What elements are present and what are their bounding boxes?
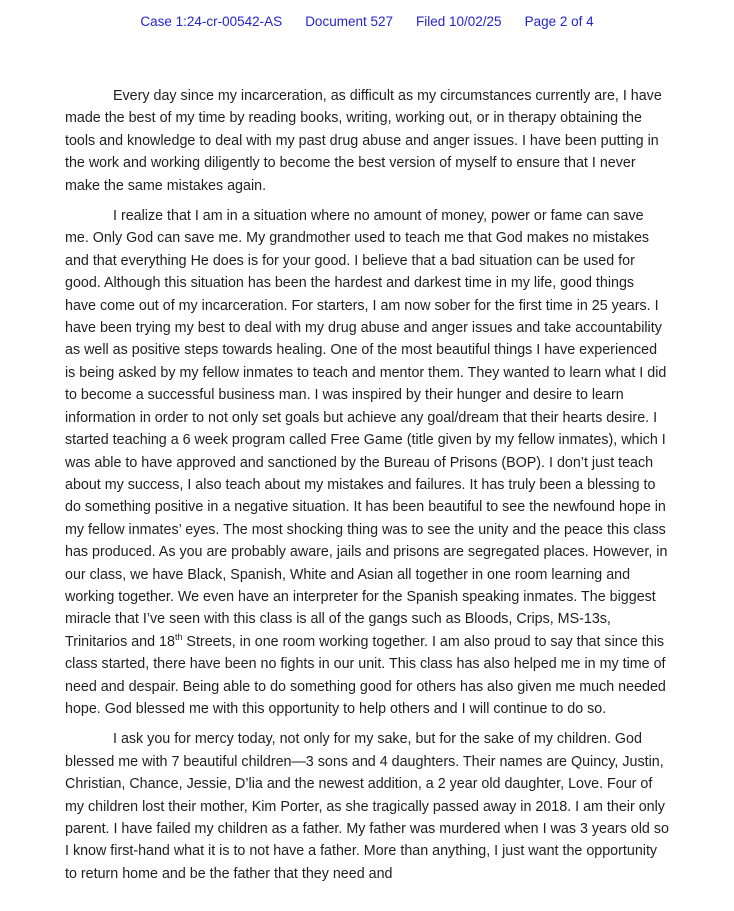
paragraph-2 bbox=[65, 205, 669, 720]
ordinal-superscript: th bbox=[174, 631, 183, 642]
paragraph-2-text-before: I realize that I am in a situation where no amount of money, power or fame can save me. Only God can save me. My grandmother used to teach me that God makes no mistakes and that everything He does is for your good. I believe that a bad situation can be used for good. Although this situation has been the hardest and darkest time in my life, good things have come out of my incarceration. For starters, I am now sober for the first time in 25 years. I have been trying my best to deal with my drug abuse and anger issues and take accountability as well as positive steps towards healing. One of the most beautiful things I have experienced is being asked by my fellow inmates to teach and mentor them. They wanted to learn what I did to become a successful business man. I was inspired by their hunger and desire to learn information in order to not only set goals but achieve any goal/dream that their hearts desire. I started teaching a 6 week program called Free Game (title given by my fellow inmates), which I was able to have approved and sanctioned by the Bureau of Prisons (BOP). I don’t just teach about my success, I also teach about my mistakes and failures. It has truly been a blessing to do something positive in a negative situation. It has been beautiful to see the newfound hope in my fellow inmates’ eyes. The most shocking thing was to see the unity and the peace this class has produced. As you are probably aware, jails and prisons are segregated places. However, in our class, we have Black, Spanish, White and Asian all together in one room learning and working together. We even have an interpreter for the Spanish speaking inmates. The biggest miracle that I’ve seen with this class is all of the gangs such as Bloods, Crips, MS-13s, Trinitarios and 18 bbox=[65, 208, 668, 650]
letter-body bbox=[0, 85, 734, 885]
paragraph-3-text: I ask you for mercy today, not only for my sake, but for the sake of my children. God blessed me with 7 beautiful children—3 sons and 4 daughters. Their names are Quincy, Justin, Christian, Chance, Jessie, D’lia and the newest addition, a 2 year old daughter, Love. Four of my children lost their mother, Kim Porter, as she tragically passed away in 2018. I am their only parent. I have failed my children as a father. My father was murdered when I was 3 years old so I know first-hand what it is to not have a father. More than anything, I just want the opportunity to return home and be the father that they need and bbox=[65, 731, 669, 882]
filed-date: Filed 10/02/25 bbox=[416, 14, 502, 29]
paragraph-1 bbox=[65, 85, 669, 197]
case-stamp-header bbox=[0, 0, 734, 29]
page-number: Page 2 of 4 bbox=[524, 14, 594, 29]
paragraph-3 bbox=[65, 728, 669, 885]
paragraph-2-text-after: Streets, in one room working together. I am also proud to say that since this class started, there have been no fights in our unit. This class has also helped me in my time of need and despair. Being able to do something good for others has also given me much needed hope. God blessed me with this opportunity to help others and I will continue to do so. bbox=[65, 633, 666, 717]
document-number: Document 527 bbox=[305, 14, 393, 29]
case-number: Case 1:24-cr-00542-AS bbox=[140, 14, 283, 29]
paragraph-1-text: Every day since my incarceration, as difficult as my circumstances currently are, I have made the best of my time by reading books, writing, working out, or in therapy obtaining the tools and knowledge to deal with my past drug abuse and anger issues. I have been putting in the work and working diligently to become the best version of myself to ensure that I never make the same mistakes again. bbox=[65, 88, 662, 194]
